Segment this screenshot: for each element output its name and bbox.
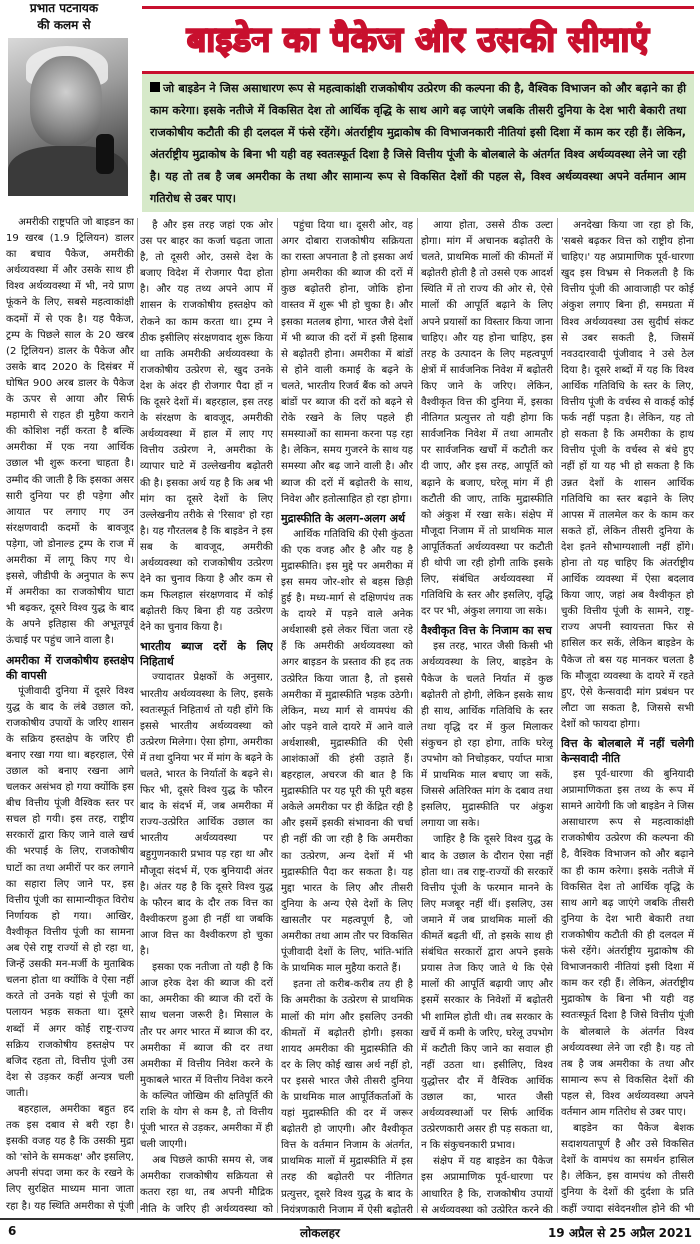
headline-banner [142,6,694,74]
column-divider [137,218,138,1213]
lead-summary-box [142,74,694,212]
column-divider [277,218,278,1213]
paragraph: बाइडेन का पैकेज बेशक सदाशयतापूर्ण है और उसे विकसित देशों के वामपंथ का समर्थन हासिल है। लेकिन, इस वामपंथ को तीसरी दुनिया के देशों की दुर्दशा के प्रति कहीं ज्यादा संवेदनशील होने की भी [561,1123,694,1215]
page-footer [0,1218,700,1244]
paragraph: पहुंचा दिया था। दूसरी ओर, वह अगर दोबारा राजकोषीय सक्रियता का रास्ता अपनाता है तो इसका अर्थ होगा अमरीका की ब्याज की दरों में कुछ बढ़ोतरी होना, जोकि होना वास्तव में शुरू भी हो चुका है। और इसका मतलब होगा, भारत जैसे देशों में भी ब्याज की दरों में इसी हिसाब से बढ़ोतरी होना। अमरीका में बांडों से होने वाली कमाई के बढ़ने के चलते, भारतीय रिजर्व बैंक को अपने बांडों पर ब्याज की दरों को बढ़ने से रोके रखने के लिए पहले ही समस्याओं का सामना करना पड़ रहा है। लेकिन, समय गुजरने के साथ यह समस्या और बढ़ जाने वाली है। और ब्याज की दरों में बढ़ोतरी के साथ, निवेश और हतोत्साहित हो रहा होगा। [281,220,413,505]
author-photo [8,38,128,196]
page-number: 6 [8,1224,17,1238]
subheading: भारतीय ब्याज दरों के लिए निहितार्थ [140,640,273,669]
paragraph: जाहिर है कि दूसरे विश्व युद्ध के बाद के उछाल के दौरान ऐसा नहीं होता था। तब राष्ट्र-राज्यों की सरकारें वित्तीय पूंजी के फरमान मानने के लिए मजबूर नहीं थीं। इसलिए, उस जमाने में जब प्राथमिक मालों की कीमतें बढ़ती थीं, तो इसके साथ ही संबंधित सरकारों द्वारा अपने इसके प्रयास तेज किए जाते थे कि ऐसे मालों की आपूर्ति बढ़ायी जाए और इसमें सरकार के निवेशों में बढ़ोतरी भी शामिल होती थी। तब सरकार के खर्चे में कमी के जरिए, घरेलू उपभोग में कटौती किए जाने का सवाल ही नहीं उठता था। इसीलिए, विश्व युद्धोत्तर दौर में वैश्विक आर्थिक उछाल का, भारत जैसी अर्थव्यवस्थाओं पर सिर्फ आर्थिक उत्प्रेरणकारी असर ही पड़ सकता था, न कि संकुचनकारी प्रभाव। [421,834,553,1152]
article-column-1 [6,215,134,1215]
paragraph: ज्यादातर प्रेक्षकों के अनुसार, भारतीय अर्थव्यवस्था के लिए, इसके स्वतःस्फूर्त निहितार्थ तो यही होंगे कि इससे भारतीय अर्थव्यवस्था को उत्प्रेरण मिलेगा। ऐसा होगा, अमरीका में तथा दुनिया भर में मांग के बढ़ने के चलते, भारत के निर्यातों के बढ़ने से। फिर भी, दूसरे विश्व युद्ध के फौरन बाद के संदर्भ में, जब अमरीका में राज्य-उत्प्रेरित आर्थिक उछाल का भारतीय अर्थव्यवस्था पर बहुगुणनकारी प्रभाव पड़ रहा था और मौजूदा संदर्भ में, एक बुनियादी अंतर है। अंतर यह है कि दूसरे विश्व युद्ध के फौरन बाद के दौर तक वित्त का वैश्वीकरण हुआ ही नहीं था जबकि आज वित्त का वैश्वीकरण हो चुका है। [140,672,273,958]
paragraph: इतना तो करीब-करीब तय ही है कि अमरीका के उत्प्रेरण से प्राथमिक मालों की मांग और इसलिए उनकी कीमतों में बढ़ोतरी होगी। इसका शायद अमरीका की मुद्रास्फीति की दर के लिए कोई खास अर्थ नहीं हो, पर इससे भारत जैसे तीसरी दुनिया के प्राथमिक माल आपूर्तिकर्ताओं के यहां मुद्रास्फीति की दर में जरूर बढ़ोतरी हो जाएगी। और वैश्वीकृत वित्त के वर्तमान निजाम के अंतर्गत, प्राथमिक मालों में मुद्रास्फीति में इस तरह की बढ़ोतरी पर नीतिगत प्रत्युत्तर, दूसरे विश्व युद्ध के बाद के नियंत्रणकारी निजाम में ऐसी बढ़ोतरी [281,979,413,1215]
article-column-4 [421,218,553,1215]
article-column-3 [281,218,413,1215]
article-column-5 [561,218,694,1215]
article-column-2 [140,218,273,1215]
issue-date: 19 अप्रैल से 25 अप्रैल 2021 [547,1226,692,1240]
square-bullet-icon [150,82,160,92]
paragraph: अनदेखा किया जा रहा हो कि, 'सबसे बढ़कर वित्त को राष्ट्रीय होना चाहिए।' यह अप्रामाणिक पूर्व-धारणा खुद इस विभ्रम से निकलती है कि वित्तीय पूंजी की आवाजाही पर कोई अंकुश लगाए बिना ही, समग्रता में विश्व अर्थव्यवस्था उस सुदीर्घ संकट से उबर सकती है, जिसमें नवउदारवादी पूंजीवाद ने उसे ठेल दिया है। दूसरे शब्दों में यह कि विश्व आर्थिक गतिविधि के स्तर के लिए, वित्तीय पूंजी के वर्चस्व से वाकई कोई फर्क नहीं पड़ता है। लेकिन, यह तो हो सकता है कि अमरीका के हाथ वित्तीय पूंजी के वर्चस्व से बंधे हुए नहीं हों या यह भी हो सकता है कि उन्नत देशों के शासन आर्थिक गतिविधि का स्तर बढ़ाने के लिए आपस में तालमेल कर के काम कर सकते हों, लेकिन तीसरी दुनिया के देश इतने सौभाग्यशाली नहीं होंगे। होना तो यह चाहिए कि अंतर्राष्ट्रीय आर्थिक व्यवस्था में ऐसा बदलाव किया जाए, जहां अब वैश्वीकृत हो चुकी वित्तीय पूंजी के सामने, राष्ट्र-राज्य अपनी स्वायत्तता फिर से हासिल कर सकें, लेकिन बाइडेन के पैकेज तो बस यह मानकर चलता है कि मौजूदा व्यवस्था के दायरे में रहते हुए, ऐसे केन्सवादी मांग प्रबंधन पर लौटा जा सकता है, जिससे सभी देशों को फायदा होगा। [561,220,694,730]
paragraph: अब पिछले काफी समय से, जब अमरीका राजकोषीय सक्रियता से कतरा रहा था, तब अपनी मौद्रिक नीति के जरिए ही अर्थव्यवस्था को [140,1155,273,1215]
paragraph: है और इस तरह जहां एक ओर उस पर बाहर का कर्जा चढ़ता जाता है, तो दूसरी ओर, उससे देश के बजाए विदेश में रोजगार पैदा होता है। और यह तथ्य अपने आप में शासन के राजकोषीय हस्तक्षेप को रोकने का काम करता था। ट्रम्प ने ठीक इसीलिए संरक्षणवाद शुरू किया था ताकि अमरीकी अर्थव्यवस्था के राजकोषीय उत्प्रेरण से, खुद उनके देश के अंदर ही रोजगार पैदा हों न कि दूसरे देशों में। बहरहाल, इस तरह के संरक्षण के बावजूद, अमरीकी अर्थव्यवस्था में हाल में लाए गए वित्तीय उत्प्रेरण ने, अमरीका के व्यापार घाटे में उल्लेखनीय बढ़ोतरी की है। इसका अर्थ यह है कि अब भी मांग का दूसरे देशों के लिए उल्लेखनीय तरीके से 'रिसाव' हो रहा है। यह गौरतलब है कि बाइडेन ने इस सब के बावजूद, अमरीकी अर्थव्यवस्था को राजकोषीय उत्प्रेरण देने का चुनाव किया है और कम से कम फिलहाल संरक्षणवाद में कोई बढ़ोतरी किए बिना ही यह उत्प्रेरण देने का चुनाव किया है। [140,220,273,634]
headline-title: बाइडेन का पैकेज और उसकी सीमाएं [186,20,650,60]
paragraph: पूंजीवादी दुनिया में दूसरे विश्व युद्ध के बाद के लंबे उछाल को, राजकोषीय उपायों के जरिए शासन के सक्रिय हस्तक्षेप के जरिए ही बनाए रखा गया था। बहरहाल, ऐसे उछाल को बनाए रखना आगे चलकर असंभव हो गया क्योंकि इस बीच वित्तीय पूंजी वैश्विक स्तर पर सचल हो गयी। इस तरह, राष्ट्रीय सरकारों द्वारा किए जाने वाले खर्च की भरपाई के लिए, राजकोषीय घाटों का तथा अमीरों पर कर लगाने का सहारा लिए जाने पर, इस वित्तीय पूंजी का सामान्यीकृत विरोध निर्णायक हो गया। आखिर, वैश्वीकृत वित्तीय पूंजी का सामना अब ऐसे राष्ट्र राज्यों से हो रहा था, जिन्हें उसकी मन-मर्जी के मुताबिक चलना होता था क्योंकि वे ऐसा नहीं करते तो उनके यहां से पूंजी का पलायन भड़क सकता था। दूसरे शब्दों में अगर कोई राष्ट्र-राज्य सक्रिय राजकोषीय हस्तक्षेप पर बजिद रहता तो, वित्तीय पूंजी उस देश से उड़कर कहीं अन्यत्र चली जाती। [6,685,134,1099]
paragraph: आया होता, उससे ठीक उल्टा होगा। मांग में अचानक बढ़ोतरी के चलते, प्राथमिक मालों की कीमतों में बढ़ोतरी होती है तो उससे एक आदर्श स्थिति में तो राज्य की ओर से, ऐसे मालों की आपूर्ति बढ़ाने के लिए अपने प्रयासों का विस्तार किया जाना चाहिए। और यह होना चाहिए, इस तरह के उत्पादन के लिए महत्वपूर्ण क्षेत्रों में सार्वजनिक निवेश में बढ़ोतरी किए जाने के जरिए। लेकिन, वैश्वीकृत वित्त की दुनिया में, इसका नीतिगत प्रत्युत्तर तो यही होगा कि सार्वजनिक निवेश में तथा आमतौर पर सार्वजनिक खर्चों में कटौती कर दी जाए, और इस तरह, आपूर्ति को बढ़ाने के बजाए, घरेलू मांग में ही कटौती की जाए, ताकि मुद्रास्फीति को अंकुश में रखा सके। संक्षेप में मौजूदा निजाम में तो प्राथमिक माल आपूर्तिकर्ता अर्थव्यवस्था पर कटौती ही थोपी जा रही होगी ताकि इसके लिए, संबंधित अर्थव्यवस्था में गतिविधि के स्तर और इसलिए, वृद्धि दर पर भी, अंकुश लगाया जा सके। [421,220,553,618]
subheading: मुद्रास्फीति के अलग-अलग अर्थ [281,511,406,525]
paragraph: संक्षेप में यह बाइडेन का पैकेज इस अप्रामाणिक पूर्व-धारणा पर आधारित है कि, राजकोषीय उपायों से अर्थव्यवस्था को उत्प्रेरित करने की [421,1156,553,1215]
paragraph: इस तरह, भारत जैसी किसी भी अर्थव्यवस्था के लिए, बाइडेन के पैकेज के चलते निर्यात में कुछ बढ़ोतरी तो होगी, लेकिन इसके साथ ही साथ, आर्थिक गतिविधि के स्तर तथा वृद्धि दर में कुल मिलाकर संकुचन हो रहा होगा, ताकि घरेलू उपभोग को निचोड़कर, पर्याप्त मात्रा में प्राथमिक माल बचाए जा सकें, जिससे अतिरिक्त मांग के दबाव तथा इसलिए, मुद्रास्फीति पर अंकुश लगाया जा सके। [421,641,553,830]
author-name: प्रभात पटनायक [29,1,99,15]
author-byline [4,0,124,34]
paragraph: बहरहाल, अमरीका बहुत हद तक इस दबाव से बरी रहा है। इसकी वजह यह है कि उसकी मुद्रा को 'सोने के समकक्ष' और इसलिए, अपनी संपदा जमा कर के रखने के लिए सुरक्षित माध्यम माना जाता रहा है। यह स्थिति अमरीका से पूंजी [6,1103,134,1212]
publication-name: लोकलहर [300,1226,340,1240]
lead-text: जो बाइडेन ने जिस असाधारण रूप से महत्वाकांक्षी राजकोषीय उत्प्रेरण की कल्पना की है, वैश्विक विभाजन को और बढ़ाने का ही काम करेगा। इसके नतीजे में विकसित देश तो आर्थिक वृद्धि के साथ आगे बढ़ जाएंगे जबकि तीसरी दुनिया के देश भारी बेकारी तथा राजकोषीय कटौती की ही दलदल में फंसे रहेंगे। अंतर्राष्ट्रीय मुद्राकोष की विभाजनकारी नीतियां इसी दिशा में काम कर रही हैं। लेकिन, अंतर्राष्ट्रीय मुद्राकोष के बिना भी यही वह स्वतःस्फूर्त दिशा है जिसे वित्तीय पूंजी के बोलबाले के अंतर्गत विश्व अर्थव्यवस्था लेने जा रही है। यह तो तब है जब अमरीका के तथा और सामान्य रूप से विकसित देशों की पहल से, विश्व अर्थव्यवस्था अपने वर्तमान आम गतिरोध से उबर पाए। [150,82,686,205]
paragraph: इस पूर्व-धारणा की बुनियादी अप्रामाणिकता इस तथ्य के रूप में सामने आयेगी कि जो बाइडेन ने जिस असाधारण रूप से महत्वाकांक्षी राजकोषीय उत्प्रेरण की कल्पना की है, वैश्विक विभाजन को और बढ़ाने का ही काम करेगा। इसके नतीजे में विकसित देश तो आर्थिक वृद्धि के साथ आगे बढ़ जाएंगे जबकि तीसरी दुनिया के देश भारी बेकारी तथा राजकोषीय कटौती की ही दलदल में फंसे रहेंगे। अंतर्राष्ट्रीय मुद्राकोष की विभाजनकारी नीतियां इसी दिशा में काम कर रही हैं। लेकिन, अंतर्राष्ट्रीय मुद्राकोष के बिना भी यही वह स्वतःस्फूर्त दिशा है जिसे वित्तीय पूंजी के बोलबाले के अंतर्गत विश्व अर्थव्यवस्था लेने जा रही है। यह तो तब है जब अमरीका के तथा और सामान्य रूप से विकसित देशों की पहल से, विश्व अर्थव्यवस्था अपने वर्तमान आम गतिरोध से उबर पाए। [561,769,694,1118]
subheading: वैश्वीकृत वित्त के निजाम का सच [421,624,552,638]
subheading: अमरीका में राजकोषीय हस्तक्षेप की वापसी [6,653,134,682]
paragraph: आर्थिक गतिविधि की ऐसी कुंठता की एक वजह और है और यह है मुद्रास्फीति। इस मुद्दे पर अमरीका में इस समय जोर-शोर से बहस छिड़ी हुई है। मध्य-मार्ग से दक्षिणपंथ तक के दायरे में पड़ने वाले अनेक अर्थशास्त्री इसे लेकर चिंता जता रहे हैं कि अमरीकी अर्थव्यवस्था को अगर बाइडन के प्रस्ताव की हद तक उत्प्रेरित किया जाता है, तो इससे अमरीका में मुद्रास्फीति भड़क उठेगी। लेकिन, मध्य मार्ग से वामपंथ की ओर पड़ने वाले दायरे में आने वाले अर्थशास्त्री, मुद्रास्फीति की ऐसी आशंकाओं की हंसी उड़ाते हैं। बहरहाल, अचरज की बात है कि मुद्रास्फीति पर यह पूरी की पूरी बहस अकेले अमरीका पर ही केंद्रित रही है और इसमें इसकी संभावना की चर्चा ही नहीं की जा रही है कि अमरीका का उत्प्रेरण, अन्य देशों में भी मुद्रास्फीति पैदा कर सकता है। यह मुद्दा भारत के लिए और तीसरी दुनिया के अन्य ऐसे देशों के लिए खासतौर पर महत्वपूर्ण है, जो अमरीका तथा आम तौर पर विकसित पूंजीवादी देशों के लिए, भांति-भांति के प्राथमिक माल मुहैया कराते हैं। [281,528,413,975]
paragraph: इसका एक नतीजा तो यही है कि आज हरेक देश की ब्याज की दरों का, अमरीका की ब्याज की दरों के साथ चलना जरूरी है। मिसाल के तौर पर अगर भारत में ब्याज की दर, अमरीका में ब्याज की दर तथा अमरीका में वित्तीय निवेश करने के मुकाबले भारत में वित्तीय निवेश करने के कल्पित जोखिम की क्षतिपूर्ति की राशि के योग से कम है, तो वित्तीय पूंजी भारत से उड़कर, अमरीका में ही चली जाएगी। [140,962,273,1151]
byline-suffix: की कलम से [37,18,91,32]
column-divider [417,218,418,1213]
subheading: वित्त के बोलबाले में नहीं चलेगी केन्सवादी नीति [561,737,694,765]
column-divider [557,218,558,1213]
paragraph: अमरीकी राष्ट्रपति जो बाइडन का 19 खरब (1.9 ट्रिलियन) डालर का बचाव पैकेज, अमरीकी अर्थव्यवस्था में और उसके साथ ही विश्व अर्थव्यवस्था में भी, नये प्राण फूंकने के लिए, सबसे महत्वाकांक्षी कदमों में से एक है। यह पैकेज, ट्रम्प के पिछले साल के 20 खरब (2 ट्रिलियन) डालर के पैकेज और उसके बाद 2020 के दिसंबर में घोषित 900 अरब डालर के पैकेज के ऊपर से आया और सिर्फ महामारी से राहत ही मुहैया कराने की कोशिश नहीं करता है बल्कि अमरीका में एक नया आर्थिक उछाल भी शुरू करना चाहता है। उम्मीद की जाती है कि इसका असर सारी दुनिया पर ही पड़ेगा और आयात पर लगाए गए उन संरक्षणवादी कदमों के बावजूद पड़ेगा, जो डोनाल्ड ट्रम्प के राज में अमरीका में लागू किए गए थे। इससे, जीडीपी के अनुपात के रूप में अमरीका का राजकोषीय घाटा भी बढ़कर, दूसरे विश्व युद्ध के बाद के अपने इतिहास की अभूतपूर्व ऊंचाई पर पहुंच जाने वाला है। [6,217,134,647]
